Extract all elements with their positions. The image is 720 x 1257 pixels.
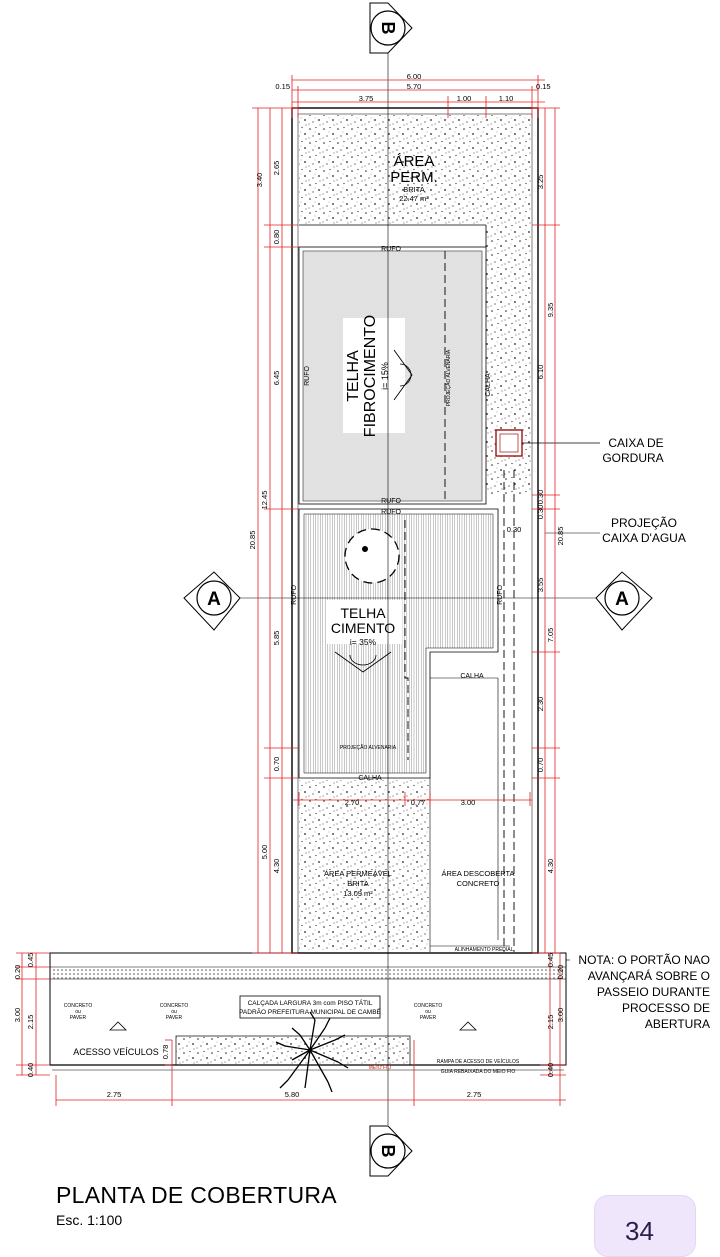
svg-text:CAIXA DE: CAIXA DE <box>608 436 664 450</box>
svg-text:CONCRETO: CONCRETO <box>159 1003 189 1009</box>
svg-text:GUIA REBAIXADA DO MEIO FIO: GUIA REBAIXADA DO MEIO FIO <box>440 1069 516 1075</box>
svg-text:3.40: 3.40 <box>255 172 264 188</box>
svg-text:22.47 m²: 22.47 m² <box>399 194 429 203</box>
svg-text:0.45: 0.45 <box>26 952 35 968</box>
svg-text:20.85: 20.85 <box>248 530 257 550</box>
svg-text:RUFO: RUFO <box>291 585 298 605</box>
svg-text:AVANÇARÁ SOBRE O: AVANÇARÁ SOBRE O <box>587 969 710 983</box>
svg-text:0.70: 0.70 <box>536 757 545 773</box>
svg-text:PASSEIO DURANTE: PASSEIO DURANTE <box>596 985 710 999</box>
svg-text:CONCRETO: CONCRETO <box>63 1003 93 1009</box>
svg-text:PADRÃO PREFEITURA MUNICIPAL DE: PADRÃO PREFEITURA MUNICIPAL DE CAMBÉ <box>239 1009 381 1016</box>
svg-text:4.30: 4.30 <box>272 858 281 874</box>
svg-text:PROJEÇÃO ALVENARIA: PROJEÇÃO ALVENARIA <box>446 349 452 407</box>
svg-text:3.75: 3.75 <box>358 94 374 103</box>
svg-text:0.30: 0.30 <box>506 525 522 534</box>
svg-text:NOTA: O PORTÃO NAO: NOTA: O PORTÃO NAO <box>578 953 710 967</box>
svg-text:B: B <box>378 21 398 35</box>
svg-text:4.30: 4.30 <box>546 858 555 874</box>
svg-text:3.25: 3.25 <box>536 174 545 190</box>
svg-text:PROCESSO DE: PROCESSO DE <box>621 1001 710 1015</box>
svg-text:CALHA: CALHA <box>485 373 492 397</box>
svg-text:0.40: 0.40 <box>546 1062 555 1078</box>
callout-projecao-caixa <box>602 516 686 545</box>
svg-text:9.35: 9.35 <box>546 302 555 318</box>
right-dimension-labels <box>536 175 565 1078</box>
svg-text:RUFO: RUFO <box>497 585 504 605</box>
svg-text:2.70: 2.70 <box>344 798 360 807</box>
roof-cimento <box>299 509 498 778</box>
svg-text:3.00: 3.00 <box>13 1007 22 1023</box>
svg-text:20.85: 20.85 <box>556 526 565 546</box>
svg-text:RUFO: RUFO <box>381 498 401 505</box>
svg-text:0.15: 0.15 <box>275 82 290 91</box>
drawing-title: PLANTA DE COBERTURA <box>56 1182 337 1208</box>
svg-text:1.10: 1.10 <box>498 94 514 103</box>
svg-text:0.78: 0.78 <box>161 1044 170 1060</box>
roof-fibrocimento <box>299 225 486 504</box>
bottom-dimension-labels <box>107 1090 482 1099</box>
svg-text:A: A <box>615 589 629 610</box>
svg-text:CALÇADA LARGURA 3m com PISO TÁ: CALÇADA LARGURA 3m com PISO TÁTIL <box>247 1000 373 1007</box>
svg-text:0.30: 0.30 <box>536 504 545 520</box>
svg-text:ALINHAMENTO PREDIAL: ALINHAMENTO PREDIAL <box>454 947 514 953</box>
svg-text:i= 15%: i= 15% <box>380 362 390 390</box>
svg-text:5.70: 5.70 <box>406 82 422 91</box>
svg-text:ou: ou <box>75 1009 81 1015</box>
svg-text:12.45: 12.45 <box>260 490 269 510</box>
svg-text:0.15: 0.15 <box>536 82 551 91</box>
svg-text:CALHA: CALHA <box>358 775 382 782</box>
svg-text:CONCRETO: CONCRETO <box>456 879 500 888</box>
svg-text:6.10: 6.10 <box>536 364 545 380</box>
left-dimension-labels <box>13 161 281 1078</box>
svg-text:FIBROCIMENTO: FIBROCIMENTO <box>362 314 379 438</box>
svg-text:ou: ou <box>171 1009 177 1015</box>
svg-text:0.70: 0.70 <box>272 756 281 772</box>
page-number: 34 <box>625 1216 654 1246</box>
section-marker-a-right <box>596 572 652 630</box>
svg-text:ÁREA PERMEÁVEL: ÁREA PERMEÁVEL <box>324 869 392 878</box>
svg-text:3.00: 3.00 <box>556 1007 565 1023</box>
svg-text:CAIXA D'AGUA: CAIXA D'AGUA <box>602 531 686 545</box>
svg-text:0.40: 0.40 <box>26 1062 35 1078</box>
svg-text:B: B <box>378 1144 398 1158</box>
svg-text:RUFO: RUFO <box>381 246 401 253</box>
svg-text:2.75: 2.75 <box>466 1090 482 1099</box>
svg-text:5.85: 5.85 <box>272 630 281 646</box>
svg-text:0.80: 0.80 <box>272 229 281 245</box>
svg-text:PERM.: PERM. <box>390 169 438 186</box>
section-marker-b-top <box>370 3 412 53</box>
svg-text:RUFO: RUFO <box>304 366 311 386</box>
svg-text:ABERTURA: ABERTURA <box>644 1017 710 1031</box>
svg-text:ÁREA DESCOBERTA: ÁREA DESCOBERTA <box>441 869 515 878</box>
svg-text:6.00: 6.00 <box>406 72 422 81</box>
svg-text:CIMENTO: CIMENTO <box>330 620 396 636</box>
svg-text:3.55: 3.55 <box>536 577 545 593</box>
page-number-badge <box>594 1195 696 1257</box>
svg-text:3.00: 3.00 <box>460 798 476 807</box>
drawing-scale: Esc. 1:100 <box>56 1212 123 1228</box>
svg-text:2.65: 2.65 <box>272 160 281 176</box>
svg-text:RAMPA DE ACESSO DE VEÍCULOS: RAMPA DE ACESSO DE VEÍCULOS <box>436 1059 520 1065</box>
svg-text:ou: ou <box>425 1009 431 1015</box>
svg-text:2.15: 2.15 <box>26 1014 35 1030</box>
grease-trap <box>496 430 600 456</box>
svg-text:ACESSO VEÍCULOS: ACESSO VEÍCULOS <box>73 1047 159 1057</box>
callout-caixa-gordura <box>602 436 663 465</box>
svg-text:BRITA: BRITA <box>347 879 369 888</box>
svg-text:MEIO FIO: MEIO FIO <box>368 1065 392 1071</box>
svg-text:CALHA: CALHA <box>460 673 484 680</box>
svg-text:PAVER: PAVER <box>165 1015 183 1021</box>
svg-text:TELHA: TELHA <box>340 605 386 621</box>
svg-text:RUFO: RUFO <box>381 509 401 516</box>
svg-text:CONCRETO: CONCRETO <box>413 1003 443 1009</box>
svg-text:BRITA: BRITA <box>403 185 425 194</box>
svg-text:0.77: 0.77 <box>410 798 426 807</box>
svg-text:PAVER: PAVER <box>419 1015 437 1021</box>
svg-text:i= 35%: i= 35% <box>349 637 377 647</box>
svg-text:2.30: 2.30 <box>536 696 545 712</box>
svg-text:TELHA: TELHA <box>345 350 362 402</box>
svg-text:2.15: 2.15 <box>546 1014 555 1030</box>
svg-text:0.45: 0.45 <box>546 952 555 968</box>
svg-text:PROJEÇÃO: PROJEÇÃO <box>610 516 678 530</box>
svg-text:5.80: 5.80 <box>284 1090 300 1099</box>
callout-nota-portao <box>578 953 710 1031</box>
svg-text:PROJEÇÃO ALVENARIA: PROJEÇÃO ALVENARIA <box>339 745 397 751</box>
svg-text:2.75: 2.75 <box>106 1090 122 1099</box>
svg-text:7.05: 7.05 <box>546 627 555 643</box>
svg-text:A: A <box>207 589 221 610</box>
svg-text:13.09 m²: 13.09 m² <box>343 889 373 898</box>
svg-text:GORDURA: GORDURA <box>602 451 664 465</box>
svg-text:5.00: 5.00 <box>260 844 269 860</box>
section-marker-a-left <box>184 572 240 630</box>
svg-text:0.30: 0.30 <box>536 489 545 505</box>
svg-text:ÁREA: ÁREA <box>393 153 435 170</box>
section-marker-b-bottom <box>370 1126 412 1176</box>
svg-text:0.20: 0.20 <box>13 964 22 980</box>
svg-text:PAVER: PAVER <box>69 1015 87 1021</box>
top-dimension-labels <box>275 72 550 103</box>
svg-text:0.20: 0.20 <box>556 964 565 980</box>
svg-text:6.45: 6.45 <box>272 370 281 386</box>
svg-text:1.00: 1.00 <box>456 94 472 103</box>
